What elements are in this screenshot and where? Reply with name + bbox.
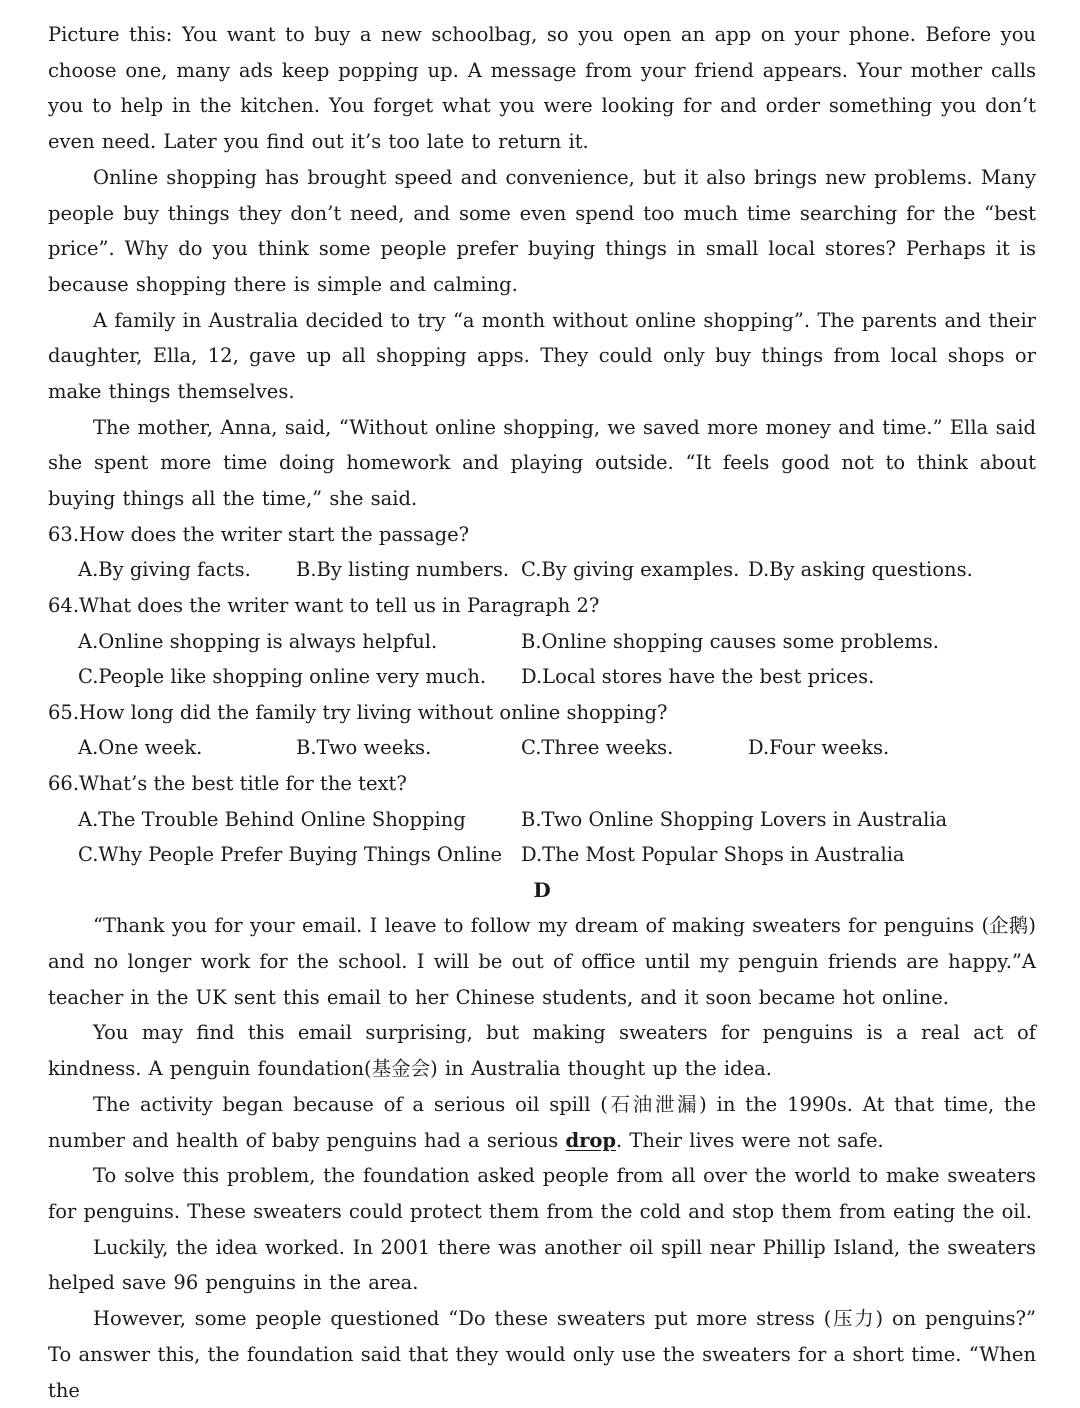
question-66-option-a: A.The Trouble Behind Online Shopping xyxy=(78,807,466,831)
question-65-option-c: C.Three weeks. xyxy=(521,736,674,760)
question-64-options xyxy=(48,624,1036,695)
question-66-stem: 66.What’s the best title for the text? xyxy=(48,772,407,795)
question-66 xyxy=(48,766,1036,873)
passage-d-paragraph-1: “Thank you for your email. I leave to follow my dream of making sweaters for penguins (企鹅) and no longer work for the school. I will be out of office until my penguin friends are happy.”A teacher in the UK sent this email to her Chinese students, and it soon became hot online. xyxy=(48,914,1036,1009)
passage-d-paragraph-6: However, some people questioned “Do these sweaters put more stress (压力) on penguins?” To answer this, the foundation said that they would only use the sweaters for a short time. “When the xyxy=(48,1307,1036,1402)
question-66-option-b: B.Two Online Shopping Lovers in Australia xyxy=(521,807,948,831)
passage-c-paragraph-4: The mother, Anna, said, “Without online shopping, we saved more money and time.” Ella said she spent more time doing homework and playing outside. “It feels good not to think about buying things all the time,” she said. xyxy=(48,415,1036,511)
passage-c-paragraph-3: A family in Australia decided to try “a month without online shopping”. The parents and their daughter, Ella, 12, gave up all shopping apps. They could only buy things from local shops or make things themselves. xyxy=(48,308,1036,404)
question-64-stem: 64.What does the writer want to tell us in Paragraph 2? xyxy=(48,594,600,618)
passage-d-paragraph-4: To solve this problem, the foundation asked people from all over the world to make sweaters for penguins. These sweaters could protect them from the cold and stop them from eating the oil. xyxy=(48,1164,1036,1223)
question-63-option-b: B.By listing numbers. xyxy=(296,558,510,582)
question-65-stem: 65.How long did the family try living without online shopping? xyxy=(48,700,668,724)
question-64-option-c: C.People like shopping online very much. xyxy=(78,665,487,689)
question-65-option-d: D.Four weeks. xyxy=(748,736,890,760)
question-63 xyxy=(48,517,1036,588)
question-65-options xyxy=(48,730,1036,766)
passage-d-paragraph-2: You may find this email surprising, but making sweaters for penguins is a real act of kindness. A penguin foundation(基金会) in Australia thought up the idea. xyxy=(48,1021,1036,1081)
question-64 xyxy=(48,588,1036,695)
question-65-option-a: A.One week. xyxy=(78,736,203,760)
question-63-option-c: C.By giving examples. xyxy=(521,558,740,582)
question-63-option-d: D.By asking questions. xyxy=(748,558,973,582)
question-64-option-d: D.Local stores have the best prices. xyxy=(521,665,875,689)
passage-d-paragraph-3 xyxy=(48,1087,1036,1158)
question-63-stem: 63.How does the writer start the passage? xyxy=(48,522,470,546)
oil-spill-text-after: . Their lives were not safe. xyxy=(616,1128,884,1152)
question-65 xyxy=(48,695,1036,766)
section-d-heading: D xyxy=(533,877,551,902)
question-66-options xyxy=(48,802,1036,873)
question-65-option-b: B.Two weeks. xyxy=(296,736,432,760)
question-64-option-b: B.Online shopping causes some problems. xyxy=(521,629,939,653)
oil-spill-text-before: The activity began because of a serious oil spill (石油泄漏) in the 1990s. At that time, the number and health of baby penguins had a serious xyxy=(48,1092,1036,1152)
passage-d-paragraph-5: Luckily, the idea worked. In 2001 there was another oil spill near Phillip Island, the sweaters helped save 96 penguins in the area. xyxy=(48,1235,1036,1295)
question-66-option-d: D.The Most Popular Shops in Australia xyxy=(521,843,905,867)
question-63-option-a: A.By giving facts. xyxy=(78,558,251,582)
passage-c-paragraph-2: Online shopping has brought speed and convenience, but it also brings new problems. Many people buy things they don’t need, and some even spend too much time searching for the “best price”. Why do you think some people prefer buying things in small local stores? Perhaps it is because shopping there is simple and calming. xyxy=(48,165,1036,296)
question-63-options xyxy=(48,552,1036,588)
question-66-option-c: C.Why People Prefer Buying Things Online xyxy=(78,843,503,867)
question-64-option-a: A.Online shopping is always helpful. xyxy=(78,629,438,653)
passage-c-paragraph-1: Picture this: You want to buy a new schoolbag, so you open an app on your phone. Before you choose one, many ads keep popping up. A message from your friend appears. Your mother calls you to help in the kitchen. You forget what you were looking for and order something you don’t even need. Later you find out it’s too late to return it. xyxy=(48,23,1036,154)
underlined-word-drop: drop xyxy=(565,1128,617,1152)
